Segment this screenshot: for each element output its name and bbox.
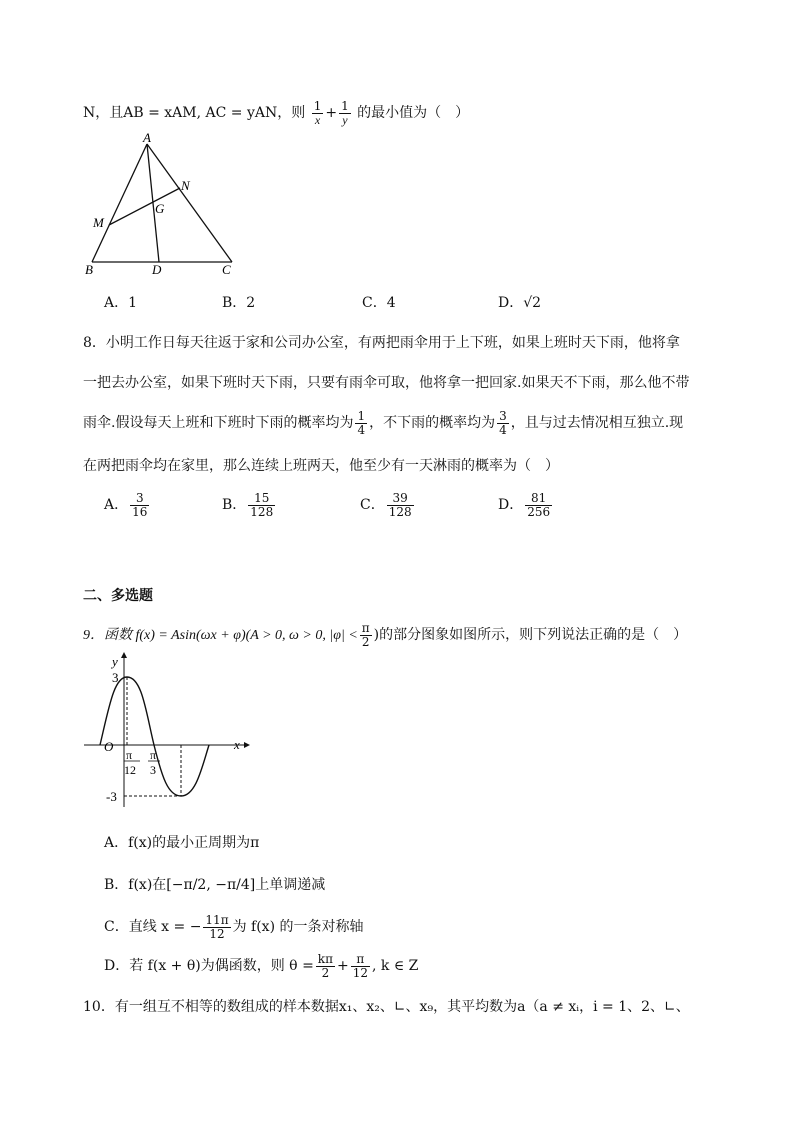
q9-option-b[interactable]: B．f(x)在[−π/2, −π/4]上单调递减	[104, 877, 326, 893]
label-N: N	[181, 178, 190, 193]
tick-pi3-den: 3	[150, 763, 156, 777]
q8-option-d[interactable]: D． $\frac{81}{256}$	[498, 491, 551, 519]
tick-pi12-den: 12	[124, 763, 136, 777]
q9-sine-graph	[84, 652, 254, 812]
label-C: C	[222, 262, 231, 277]
sine-curve	[100, 677, 209, 796]
q8-option-c[interactable]: C． $\frac{39}{128}$	[360, 491, 412, 519]
q8-line-1: 8．小明工作日每天往返于家和公司办公室，有两把雨伞用于上下班，如果上班时天下雨，他将拿	[83, 335, 680, 351]
q9-option-a[interactable]: A．f(x)的最小正周期为π	[104, 835, 260, 851]
label-M: M	[93, 215, 104, 230]
ymin-label: -3	[106, 789, 117, 804]
q7-option-a[interactable]: A．1	[104, 295, 138, 311]
label-A: A	[143, 132, 151, 145]
q7-stem-text: N，且AB = xAM, AC = yAN，则	[83, 105, 306, 122]
q9-stem: 9．函数 f(x) = Asin(ωx + φ)(A > 0, ω > 0, |φ| < $\frac{\pi}{2}$ )的部分图象如图所示，则下列说法正确的是（ ）	[83, 621, 688, 649]
origin-label: O	[104, 739, 114, 754]
label-G: G	[155, 201, 165, 216]
tick-pi3-num: π	[150, 748, 157, 762]
q8-option-a[interactable]: A． $\frac{3}{16}$	[104, 491, 148, 519]
q8-line-4: 在两把雨伞均在家里，那么连续上班两天，他至少有一天淋雨的概率为（ ）	[83, 458, 559, 474]
q7-frac-1: $\frac{1}{x}$	[313, 99, 322, 127]
q7-option-b[interactable]: B．2	[222, 295, 256, 311]
q7-stem-tail: 的最小值为（ ）	[357, 105, 470, 122]
label-B: B	[85, 262, 93, 277]
q9-option-c[interactable]: C．直线 x = − $\frac{11\pi}{12}$ 为 f(x) 的一条对称轴	[104, 913, 364, 941]
q7-option-c[interactable]: C．4	[362, 295, 396, 311]
label-D: D	[152, 262, 162, 277]
q8-line-2: 一把去办公室，如果下班时天下雨，只要有雨伞可取，他将拿一把回家.如果天不下雨，那么他不带	[83, 375, 690, 391]
q7-frac-2: $\frac{1}{y}$	[341, 99, 349, 127]
q8-option-b[interactable]: B． $\frac{15}{128}$	[222, 491, 274, 519]
axis-label-y: y	[112, 654, 118, 669]
q7-option-d[interactable]: D．√2	[498, 295, 542, 311]
q9-option-d[interactable]: D．若 f(x + θ)为偶函数，则 θ = $\frac{k\pi}{2}$ + $\frac{\pi}{12}$ , k ∈ Z	[104, 952, 419, 980]
ymax-label: 3	[112, 670, 119, 685]
tick-pi12-num: π	[126, 748, 133, 762]
section-heading: 二、多选题	[83, 588, 153, 604]
q10-stem: 10．有一组互不相等的数组成的样本数据x₁、x₂、∟、x₉，其平均数为a（a ≠ xᵢ，i = 1、2、∟、	[83, 999, 690, 1015]
q8-line-3: 雨伞.假设每天上班和下班时下雨的概率均为 $\frac{1}{4}$ ，不下雨的概率均为 $\frac{3}{4}$ ，且与过去情况相互独立.现	[83, 409, 684, 437]
q7-triangle-figure	[82, 132, 252, 277]
q7-stem: N，且AB = xAM, AC = yAN，则 $\frac{1}{x}$ + $\frac{1}{y}$ 的最小值为（ ）	[83, 99, 470, 127]
axis-label-x: x	[234, 737, 240, 752]
